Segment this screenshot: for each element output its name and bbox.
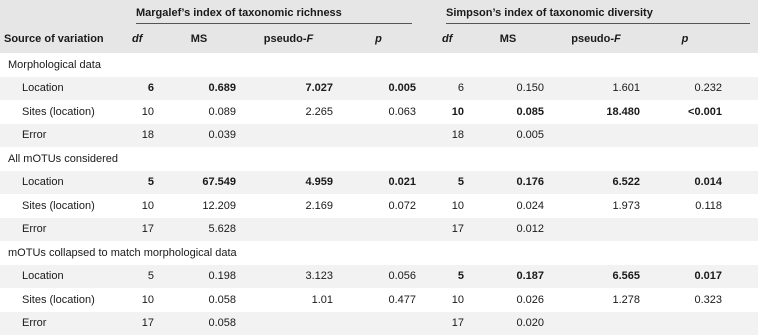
margalef-ms-cell: 12.209 [158, 194, 240, 218]
margalef-p-cell [337, 218, 420, 242]
margalef-ms-cell: 0.089 [158, 100, 240, 124]
section-row [0, 241, 758, 265]
margalef-df-cell: 5 [128, 265, 158, 289]
simpson-pseudo-f-cell: 6.522 [548, 171, 644, 195]
simpson-pseudo-f-cell: 18.480 [548, 100, 644, 124]
source-cell: Error [0, 218, 128, 242]
margalef-df-cell: 10 [128, 194, 158, 218]
simpson-group-label: Simpson’s index of taxonomic diversity [446, 7, 653, 19]
margalef-pseudo-f-cell: 2.265 [240, 100, 337, 124]
source-cell: Location [0, 171, 128, 195]
simpson-df-cell: 5 [438, 171, 468, 195]
simpson-pseudo-f-cell [548, 218, 644, 242]
simpson-group-rule [446, 23, 750, 24]
simpson-pseudo-f-cell [548, 312, 644, 335]
margalef-df-cell: 17 [128, 218, 158, 242]
simpson-df-cell: 5 [438, 265, 468, 289]
margalef-df-header: df [128, 25, 158, 53]
margalef-p-cell: 0.005 [337, 77, 420, 101]
simpson-pseudo-f-cell: 1.601 [548, 77, 644, 101]
simpson-p-cell: <0.001 [644, 100, 726, 124]
table-row [0, 312, 758, 335]
margalef-p-cell [337, 124, 420, 148]
simpson-ms-cell: 0.187 [468, 265, 548, 289]
simpson-ms-cell: 0.012 [468, 218, 548, 242]
simpson-p-cell: 0.118 [644, 194, 726, 218]
simpson-pseudo-f-cell: 1.278 [548, 288, 644, 312]
margalef-df-cell: 6 [128, 77, 158, 101]
source-cell: Sites (location) [0, 194, 128, 218]
margalef-df-cell: 5 [128, 171, 158, 195]
simpson-pseudo-f-cell: 6.565 [548, 265, 644, 289]
margalef-ms-cell: 0.689 [158, 77, 240, 101]
column-header-row [0, 25, 758, 53]
simpson-ms-cell: 0.005 [468, 124, 548, 148]
simpson-p-cell [644, 218, 726, 242]
simpson-df-cell: 6 [438, 77, 468, 101]
table-row [0, 218, 758, 242]
table-row [0, 77, 758, 101]
simpson-p-cell: 0.014 [644, 171, 726, 195]
section-row [0, 53, 758, 77]
margalef-p-cell: 0.021 [337, 171, 420, 195]
margalef-p-cell: 0.063 [337, 100, 420, 124]
margalef-df-cell: 18 [128, 124, 158, 148]
table-row [0, 124, 758, 148]
simpson-group-header [438, 0, 758, 25]
group-header-row [0, 0, 758, 25]
margalef-ms-cell: 0.039 [158, 124, 240, 148]
simpson-df-cell: 10 [438, 194, 468, 218]
section-title: mOTUs collapsed to match morphological data [0, 241, 758, 265]
margalef-pseudo-f-cell: 1.01 [240, 288, 337, 312]
simpson-p-cell [644, 124, 726, 148]
margalef-group-rule [136, 23, 412, 24]
simpson-p-cell: 0.323 [644, 288, 726, 312]
source-cell: Sites (location) [0, 100, 128, 124]
margalef-pseudo-f-cell: 2.169 [240, 194, 337, 218]
margalef-pseudo-f-cell: 7.027 [240, 77, 337, 101]
table-row [0, 171, 758, 195]
section-title: Morphological data [0, 53, 758, 77]
table-body [0, 53, 758, 335]
simpson-pseudo-f-cell [548, 124, 644, 148]
simpson-ms-cell: 0.150 [468, 77, 548, 101]
source-cell: Location [0, 265, 128, 289]
section-row [0, 147, 758, 171]
source-cell: Error [0, 312, 128, 335]
margalef-group-header [128, 0, 420, 25]
margalef-ms-cell: 67.549 [158, 171, 240, 195]
simpson-ms-cell: 0.026 [468, 288, 548, 312]
simpson-ms-header: MS [468, 25, 548, 53]
margalef-pseudo-f-header: pseudo-F [240, 25, 337, 53]
source-cell: Error [0, 124, 128, 148]
simpson-p-cell: 0.017 [644, 265, 726, 289]
section-title: All mOTUs considered [0, 147, 758, 171]
simpson-ms-cell: 0.085 [468, 100, 548, 124]
simpson-df-header: df [438, 25, 468, 53]
table-row [0, 265, 758, 289]
margalef-pseudo-f-cell [240, 124, 337, 148]
simpson-pseudo-f-header: pseudo-F [548, 25, 644, 53]
table-row [0, 288, 758, 312]
source-column-header: Source of variation [0, 25, 128, 53]
margalef-p-cell [337, 312, 420, 335]
simpson-ms-cell: 0.020 [468, 312, 548, 335]
simpson-ms-cell: 0.176 [468, 171, 548, 195]
simpson-df-cell: 17 [438, 218, 468, 242]
simpson-df-cell: 10 [438, 100, 468, 124]
table-row [0, 100, 758, 124]
simpson-p-header: p [644, 25, 726, 53]
margalef-group-label: Margalef’s index of taxonomic richness [136, 7, 342, 19]
margalef-ms-cell: 0.198 [158, 265, 240, 289]
source-cell: Location [0, 77, 128, 101]
table-row [0, 194, 758, 218]
margalef-df-cell: 17 [128, 312, 158, 335]
margalef-pseudo-f-cell: 4.959 [240, 171, 337, 195]
simpson-df-cell: 17 [438, 312, 468, 335]
margalef-df-cell: 10 [128, 100, 158, 124]
margalef-p-header: p [337, 25, 420, 53]
margalef-p-cell: 0.477 [337, 288, 420, 312]
margalef-ms-header: MS [158, 25, 240, 53]
margalef-ms-cell: 0.058 [158, 312, 240, 335]
margalef-ms-cell: 5.628 [158, 218, 240, 242]
table-header [0, 0, 758, 53]
margalef-p-cell: 0.072 [337, 194, 420, 218]
margalef-pseudo-f-cell [240, 312, 337, 335]
margalef-ms-cell: 0.058 [158, 288, 240, 312]
margalef-pseudo-f-cell: 3.123 [240, 265, 337, 289]
simpson-p-cell: 0.232 [644, 77, 726, 101]
simpson-df-cell: 18 [438, 124, 468, 148]
simpson-ms-cell: 0.024 [468, 194, 548, 218]
source-cell: Sites (location) [0, 288, 128, 312]
margalef-pseudo-f-cell [240, 218, 337, 242]
margalef-df-cell: 10 [128, 288, 158, 312]
simpson-pseudo-f-cell: 1.973 [548, 194, 644, 218]
simpson-p-cell [644, 312, 726, 335]
simpson-df-cell: 10 [438, 288, 468, 312]
margalef-p-cell: 0.056 [337, 265, 420, 289]
